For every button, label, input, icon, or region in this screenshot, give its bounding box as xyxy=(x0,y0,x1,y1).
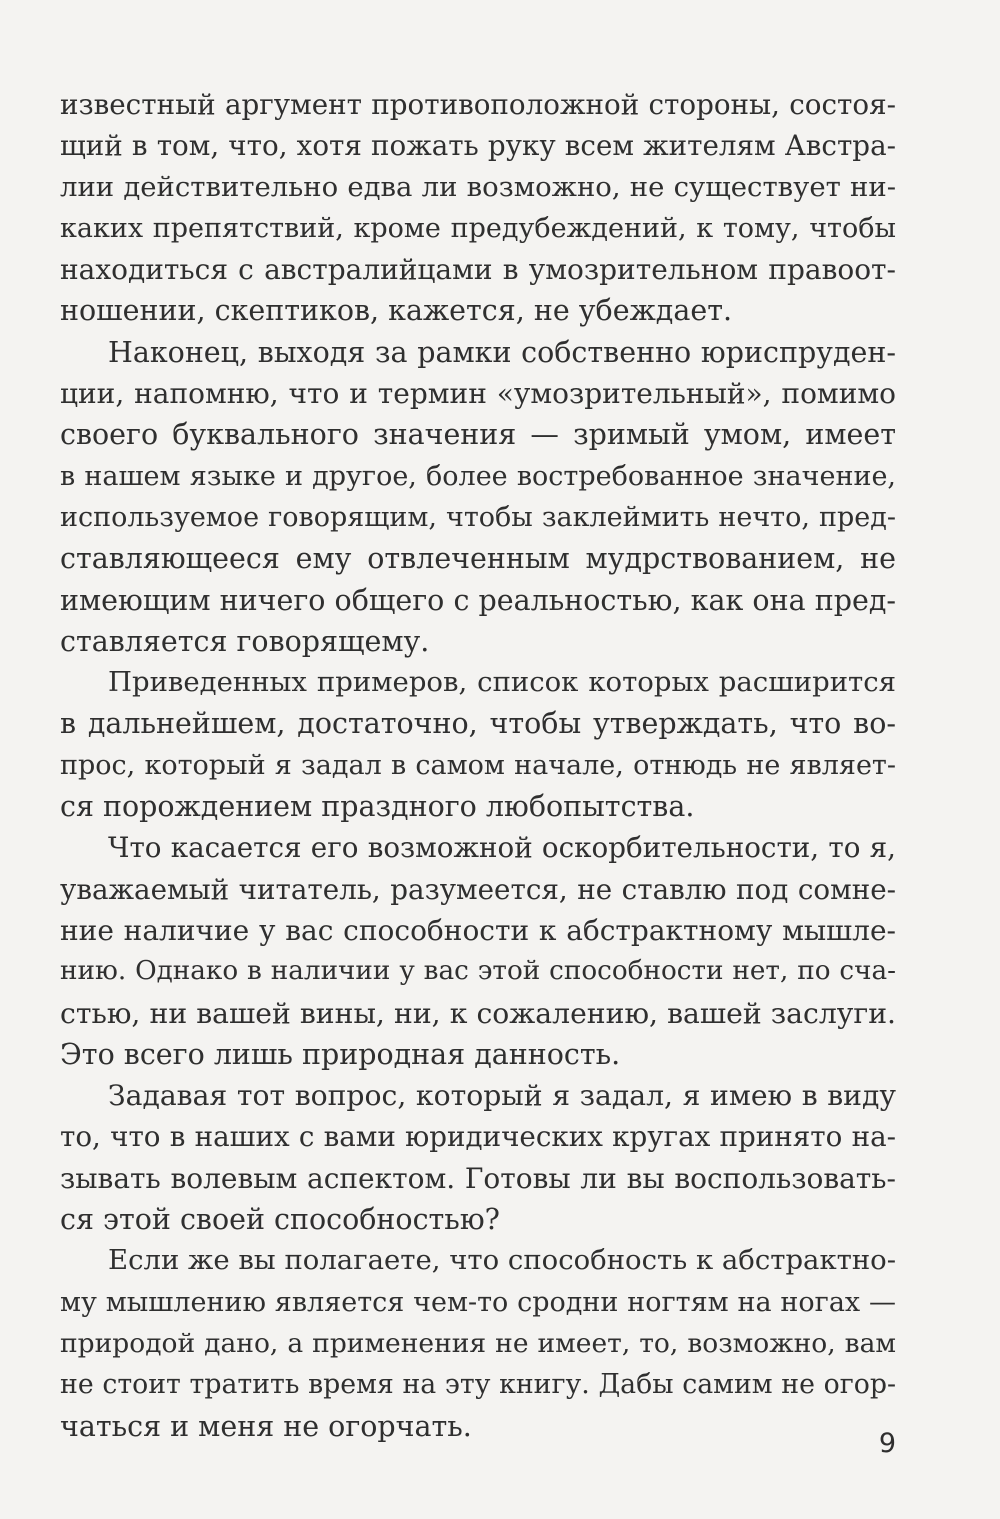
text-line: используемое говорящим, чтобы заклеймить нечто, пред- xyxy=(60,501,896,533)
text-line: ся порождением праздного любопытства. xyxy=(60,790,695,824)
paragraph xyxy=(60,84,896,332)
text-line: ставляющееся ему отвлеченным мудрствованием, не xyxy=(60,542,896,576)
text-line: не стоит тратить время на эту книгу. Дабы самим не огор- xyxy=(60,1369,896,1401)
text-line: в нашем языке и другое, более востребованное значение, xyxy=(60,460,896,492)
text-line: уважаемый читатель, разумеется, не ставлю под сомне- xyxy=(60,872,896,906)
body-text xyxy=(60,84,896,1447)
text-line: Это всего лишь природная данность. xyxy=(60,1037,621,1071)
text-line: нию. Однако в наличии у вас этой способности нет, по сча- xyxy=(60,956,896,987)
text-line: известный аргумент противоположной стороны, состоя- xyxy=(60,88,896,121)
page-number: 9 xyxy=(878,1428,896,1459)
text-line: ставляется говорящему. xyxy=(60,624,430,658)
text-line: то, что в наших с вами юридических кругах принято на- xyxy=(60,1120,896,1154)
text-line: Наконец, выходя за рамки собственно юриспруден- xyxy=(108,335,896,369)
paragraph xyxy=(60,332,896,662)
text-line: зывать волевым аспектом. Готовы ли вы воспользовать- xyxy=(60,1161,896,1195)
text-line: каких препятствий, кроме предубеждений, к тому, чтобы xyxy=(60,212,896,244)
text-line: Приведенных примеров, список которых расширится xyxy=(108,666,896,699)
text-line: в дальнейшем, достаточно, чтобы утверждать, что во- xyxy=(60,707,896,741)
paragraph xyxy=(60,1240,896,1446)
text-line: ции, напомню, что и термин «умозрительный», помимо xyxy=(60,377,896,411)
text-line: му мышлению является чем-то сродни ногтям на ногах — xyxy=(60,1286,896,1318)
text-line: щий в том, что, хотя пожать руку всем жителям Австра- xyxy=(60,129,896,163)
text-line: Задавая тот вопрос, который я задал, я имею в виду xyxy=(108,1079,896,1113)
text-line: лии действительно едва ли возможно, не существует ни- xyxy=(60,170,896,203)
text-line: стью, ни вашей вины, ни, к сожалению, вашей заслуги. xyxy=(60,996,896,1030)
text-line: Если же вы полагаете, что способность к абстрактно- xyxy=(108,1244,897,1277)
text-line: Что касается его возможной оскорбительности, то я, xyxy=(108,831,896,865)
text-line: ношении, скептиков, кажется, не убеждает. xyxy=(60,294,733,328)
text-line: прос, который я задал в самом начале, отнюдь не являет- xyxy=(60,749,896,781)
text-line: чаться и меня не огорчать. xyxy=(60,1409,472,1443)
text-line: природой дано, а применения не имеет, то, возможно, вам xyxy=(60,1327,896,1359)
paragraph xyxy=(60,1075,896,1240)
text-line: своего буквального значения — зримый умом, имеет xyxy=(60,418,896,452)
text-line: ся этой своей способностью? xyxy=(60,1203,500,1237)
paragraph xyxy=(60,827,896,1075)
paragraph xyxy=(60,662,896,827)
text-line: имеющим ничего общего с реальностью, как она пред- xyxy=(60,583,896,617)
text-line: находиться с австралийцами в умозрительном правоот- xyxy=(60,253,896,287)
book-page xyxy=(60,0,896,1519)
text-line: ние наличие у вас способности к абстрактному мышле- xyxy=(60,913,896,947)
